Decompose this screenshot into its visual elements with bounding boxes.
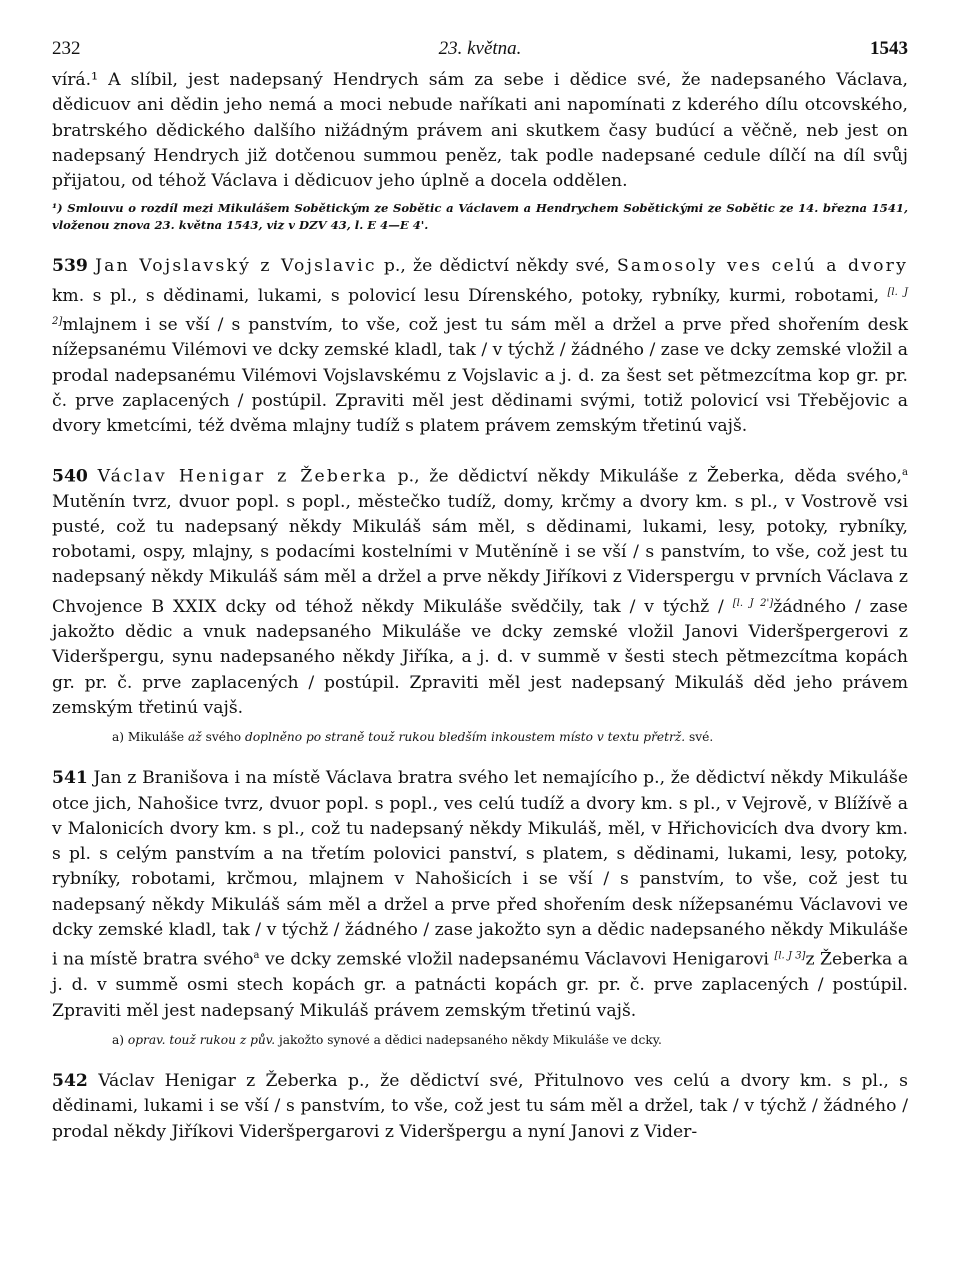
intro-footnote: ¹) Smlouvu o rozdíl mezi Mikulášem Sobětickým ze Sobětic a Václavem a Hendrychem Sobětickými ze Sobětic ze 14. března 1541, vloženou znova 23. května 1543, viz v DZV 43, l. E 4—E 4'. [52, 201, 908, 233]
page-number: 232 [52, 38, 81, 59]
entry-text: Mutěnín tvrz, dvuor popl. s popl., městečko tudíž, domy, krčmy a dvory km. s pl., v Vostrově vsi pusté, což tu nadepsaný někdy Mikuláš sám měl, s dědinami, lukami, lesy, potoky, rybníky, robotami, ospy, mlajny, s podacími kostelními v Mutěníně i se vší / s panstvím, to vše, což jest tu nadepsaný někdy Mikuláš sám měl a držel a prve někdy Jiříkovi z Viderspergu v prvních Václava z Chvojence B XXIX dcky od téhož někdy Mikuláše svědčily, tak / v týchž / [52, 491, 908, 617]
entry-539 [52, 254, 908, 439]
entry-text: p., že dědictví někdy své, [376, 256, 617, 277]
entry-541 [52, 766, 908, 1024]
entry-number: 540 [52, 466, 88, 487]
page-header [52, 38, 908, 68]
footnote-ref: a [253, 950, 260, 962]
entry-text: žádného / zase jakožto dědic a vnuk nadepsaného Mikuláše ve dcky zemské vložil Janovi Videršpergerovi z Videršpergu, synu nadepsaného někdy Jiříka, a j. d. v summě v šesti stech pětmezcítma kopách gr. pr. č. prve zaplacených / postúpil. Zpraviti měl jest nadepsaný Mikuláš děd jeho právem zemským třetinú vajš. [52, 596, 908, 718]
footnote-ref: a [902, 466, 908, 478]
running-date: 23. května. [438, 38, 522, 59]
footnote-label: a) [112, 730, 125, 745]
entry-footnote [52, 1032, 908, 1049]
entry-property: Samosoly ves celú a dvory [616, 256, 909, 277]
entry-text: km. s pl., s dědinami, lukami, s polovicí lesu Dírenského, potoky, rybníky, kurmi, robotami, [52, 285, 888, 306]
footnote-text: oprav. touž rukou z pův. [127, 1032, 276, 1047]
entry-number: 539 [52, 256, 88, 277]
entry-footnote [52, 729, 908, 746]
entry-number: 541 [52, 768, 88, 789]
folio-marker: [l. J 2] [52, 286, 908, 328]
entry-party: Jan Vojslavský z Vojslavic [95, 256, 377, 277]
footnote-word: až [184, 730, 206, 745]
footnote-word: Mikuláše [127, 730, 185, 745]
entry-party: Václav Henigar z Žeberka [97, 466, 388, 487]
footnote-text: jakožto synové a dědici nadepsaného někdy Mikuláše ve dcky. [275, 1032, 662, 1047]
document-page [52, 38, 908, 1145]
folio-marker: [l. J 2'] [732, 597, 774, 609]
intro-paragraph [52, 68, 908, 194]
entry-text: Václav Henigar z Žeberka p., že dědictví své, Přitulnovo ves celú a dvory km. s pl., s dědinami, lukami i se vší / s panstvím, to vše, což jest tu sám měl a držel, tak / v týchž / žádného / prodal někdy Jiříkovi Videršpergarovi z Videršpergu a nyní Janovi z Vider- [52, 1070, 908, 1142]
entry-text: Jan z Branišova i na místě Václava bratra svého let nemajícího p., že dědictví někdy Mikuláše otce jich, Nahošice tvrz, dvuor popl. s popl., ves celú tudíž a dvory km. s pl., v Vejrově, v Blížívě a v Malonicích dvory km. s pl., což tu nadepsaný někdy Mikuláš, měl, v Hřichovicích dva dvory km. s pl. s celým panstvím a na třetím polovici panství, s platem, s dědinami, lukami, lesy, potoky, rybníky, robotami, krčmou, mlajnem v Nahošicích i se vší / s panstvím, to vše, což jest tu nadepsaný někdy Mikuláš sám měl a držel a prve před shořením desk nížepsanému Václavovi ve dcky zemské kladl, tak / v týchž / žádného / zase jakožto syn a dědic nadepsaného někdy Mikuláše i na místě bratra svého [52, 768, 908, 971]
year-label: 1543 [870, 38, 908, 59]
footnote-word: svého [205, 730, 242, 745]
entry-text: p., že dědictví někdy Mikuláše z Žeberka, děda svého, [387, 466, 903, 487]
entry-text: mlajnem i se vší / s panstvím, to vše, což jest tu sám měl a držel a prve před shořením desk nížepsanému Vilémovi ve dcky zemské kladl, tak / v týchž / žádného / zase ve dcky zemské vložil a prodal nadepsanému Vilémovi Vojslavskému z Vojslavic a j. d. za šest set pětmezcítma kop gr. pr. č. prve zaplacených / postúpil. Zpraviti měl jest dědinami svými, totiž polovicí vsi Třebějovic a dvory kmetcími, též dvěma mlajny tudíž s platem právem zemským třetinú vajš. [52, 315, 908, 437]
footnote-text: doplněno po straně touž rukou bledším inkoustem místo v textu přetrž. [241, 730, 689, 745]
footnote-word: své. [689, 730, 714, 745]
intro-text: vírá.¹ A slíbil, jest nadepsaný Hendrych sám za sebe i dědice své, že nadepsaného Václava, dědicuov ani dědin jeho nemá a moci nebude naříkati ani napomínati z kderého dílu otcovského, bratrského dědického dalšího nižádným právem ani skutkem časy budúcí a věčně, neb jest on nadepsaný Hendrych již dotčenou summou peněz, tak podle nadepsané cedule dílčí na díl svůj přijatou, od téhož Václava i dědicuov jeho úplně a docela oddělen. [52, 70, 908, 192]
entry-text: ve dcky zemské vložil nadepsanému Václavovi Henigarovi [259, 950, 775, 971]
entry-540 [52, 460, 908, 722]
footnote-label: a) [112, 1032, 125, 1047]
entry-text: z Žeberka a j. d. v summě osmi stech kopách gr. a patnácti kopách gr. pr. č. prve zaplacených / postúpil. Zpraviti měl jest nadepsaný Mikuláš právem zemským třetinú vajš. [52, 950, 908, 1021]
entry-542 [52, 1069, 908, 1145]
folio-marker: [l. J 3] [774, 951, 806, 963]
entry-number: 542 [52, 1070, 88, 1091]
